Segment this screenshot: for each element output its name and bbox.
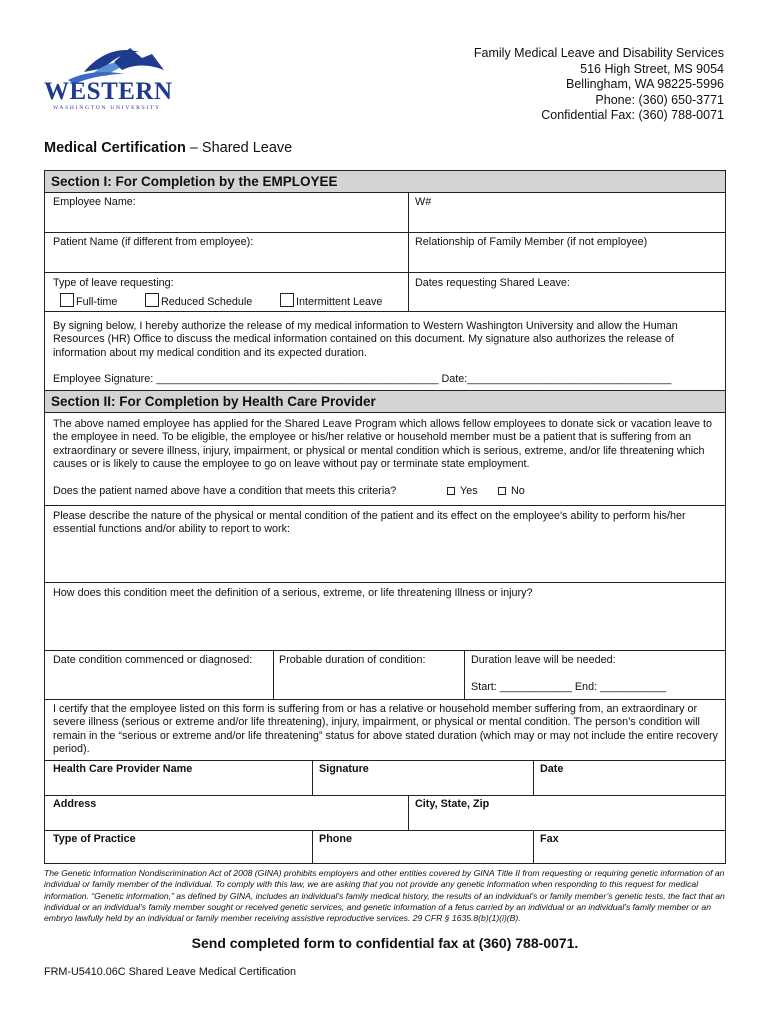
w-number-label: W# [415, 196, 432, 208]
type-of-practice-label: Type of Practice [53, 833, 136, 845]
form-number: FRM-U5410.06C Shared Leave Medical Certification [44, 966, 297, 978]
shared-leave-intro: The above named employee has applied for the Shared Leave Program which allows fellow employees to donate sick or vacation leave to the employee in need. To be eligible, the employee or his/her relative or household member must be a patient that is suffering from an extraordinary or severe illness, injury, impairment, or physical or mental condition which is serious, extreme, and/or life threatening which causes or is likely to cause the employee to go on leave without pay or terminate state employment. [53, 418, 712, 471]
leave-type-label: Type of leave requesting: [53, 277, 174, 289]
form-title [44, 140, 292, 156]
certification-statement: I certify that the employee listed on this form is suffering from or has a relative or household member suffering from, an extraordinary or severe illness (serious or extreme and/or life threatening), injury, impairment, or physical or mental condition. The person’s condition will remain in the “serious or extreme and/or life threatening” status for above stated duration (which may or may not include the entire recovery period). [53, 703, 718, 756]
authorization-text: By signing below, I hereby authorize the release of my medical information to Western Washington University and allow the Human Resources (HR) Office to discuss the medical information contained on this document. My signature also authorizes the release of information about my medical condition and its expected duration. [53, 320, 678, 359]
definition-question: How does this condition meet the definition of a serious, extreme, or life threatening Illness or injury? [53, 587, 533, 599]
section-2-header: Section II: For Completion by Health Care Provider [45, 391, 725, 413]
address-label: Address [53, 798, 97, 810]
signature-label: Signature [319, 763, 369, 775]
employee-name-label: Employee Name: [53, 196, 136, 208]
phone-label: Phone [319, 833, 352, 845]
reduced-schedule-label: Reduced Schedule [161, 296, 253, 308]
department-name: Family Medical Leave and Disability Services [473, 46, 724, 60]
gina-notice: The Genetic Information Nondiscrimination Act of 2008 (GINA) prohibits employers and other entities covered by GINA Title II from requesting or requiring genetic information of an individual or family member of the individual. To comply with this law, we are asking that you not provide any genetic information when responding to this request for medical information. “Genetic information,” as defined by GINA, includes an individual’s family medical history, the results of an individual’s or family member’s genetic tests, the fact that an individual or an individual’s family member sought or received genetic services, and genetic information of a fetus carried by an individual or an individual’s family member or an embryo lawfully held by an individual or family member receiving assistive reproductive services. 29 CFR § 1635.8(b)(1)(i)(B). [44, 868, 725, 924]
provider-name-label: Health Care Provider Name [53, 763, 193, 775]
logo-wordmark: WESTERN [44, 78, 173, 105]
reduced-schedule-checkbox[interactable] [145, 293, 159, 307]
full-time-checkbox[interactable] [60, 293, 74, 307]
street-address: 516 High Street, MS 9054 [580, 61, 724, 76]
intermittent-leave-label: Intermittent Leave [296, 296, 383, 308]
section-1-header: Section I: For Completion by the EMPLOYEE [45, 171, 725, 193]
duration-leave-label: Duration leave will be needed: [471, 654, 616, 666]
form-title-bold: Medical Certification [44, 140, 186, 156]
relationship-label: Relationship of Family Member (if not employee) [415, 236, 648, 248]
date-commenced-label: Date condition commenced or diagnosed: [53, 654, 253, 666]
probable-duration-label: Probable duration of condition: [279, 654, 426, 666]
fax-number: Confidential Fax: (360) 788-0071 [541, 108, 724, 123]
form-title-rest: – Shared Leave [185, 140, 293, 156]
contact-block [474, 46, 724, 124]
yes-checkbox[interactable] [447, 487, 455, 495]
city-state-zip-label: City, State, Zip [415, 798, 490, 810]
intermittent-leave-checkbox[interactable] [280, 293, 294, 307]
yes-label: Yes [460, 485, 478, 497]
yes-option[interactable] [447, 485, 478, 497]
full-time-label: Full-time [76, 296, 118, 308]
no-option[interactable] [498, 485, 525, 497]
phone-number: Phone: (360) 650-3771 [595, 92, 724, 107]
start-end-fields[interactable]: Start: ____________ End: ___________ [471, 681, 667, 693]
western-logo [44, 44, 173, 114]
patient-name-label: Patient Name (if different from employee): [53, 236, 254, 248]
describe-condition-prompt: Please describe the nature of the physical or mental condition of the patient and its effect on the employee's ability to perform his/her essential functions and/or ability to report to work: [53, 510, 686, 536]
dates-requesting-label: Dates requesting Shared Leave: [415, 277, 570, 289]
city-address: Bellingham, WA 98225-5996 [566, 77, 724, 92]
date-label: Date [540, 763, 564, 775]
no-label: No [511, 485, 525, 497]
logo-subline: WASHINGTON UNIVERSITY [53, 105, 161, 111]
no-checkbox[interactable] [498, 487, 506, 495]
fax-label: Fax [540, 833, 559, 845]
send-instruction: Send completed form to confidential fax at (360) 788-0071. [191, 935, 579, 951]
criteria-question: Does the patient named above have a condition that meets this criteria? [53, 485, 397, 497]
employee-signature-line[interactable]: Employee Signature: _______________________________________________ Date:__________________________________ [53, 373, 672, 385]
